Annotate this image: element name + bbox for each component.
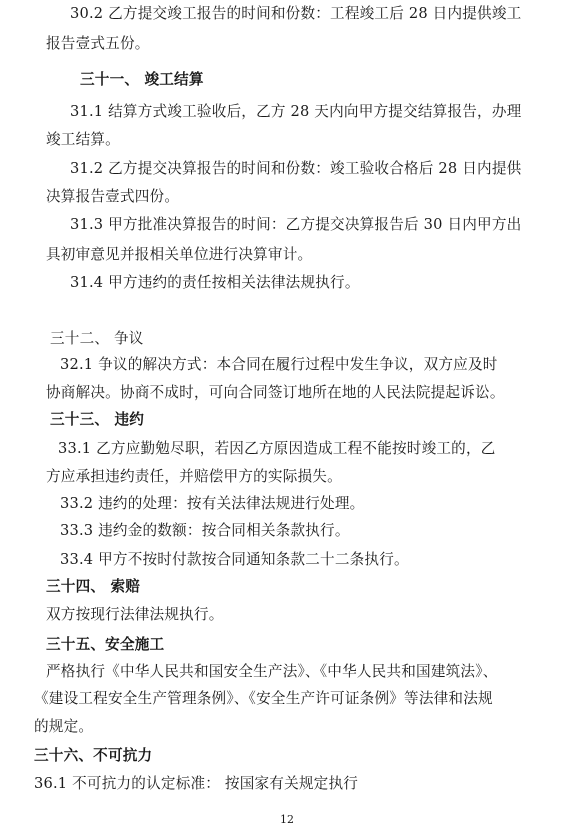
text-line-31-4: 31.4 甲方违约的责任按相关法律法规执行。 <box>70 274 360 291</box>
text-line-31-1: 31.1 结算方式竣工验收后，乙方 28 天内向甲方提交结算报告，办理 <box>70 103 522 120</box>
text-line-33-3: 33.3 违约金的数额：按合同相关条款执行。 <box>60 522 350 539</box>
text-line-30-2: 30.2 乙方提交竣工报告的时间和份数：工程竣工后 28 日内提供竣工 <box>70 5 522 22</box>
text-line-31-1-cont: 竣工结算。 <box>46 131 120 148</box>
text-line-30-2-cont: 报告壹式五份。 <box>46 35 150 52</box>
text-line-33-1: 33.1 乙方应勤勉尽职，若因乙方原因造成工程不能按时竣工的，乙 <box>58 440 496 457</box>
text-line-34: 双方按现行法律法规执行。 <box>46 606 224 623</box>
heading-32: 三十二、 争议 <box>50 330 144 347</box>
heading-33: 三十三、 违约 <box>50 411 145 428</box>
heading-34: 三十四、 索赔 <box>46 578 141 595</box>
text-line-33-4: 33.4 甲方不按时付款按合同通知条款二十二条执行。 <box>60 551 409 568</box>
text-line-32-1: 32.1 争议的解决方式：本合同在履行过程中发生争议，双方应及时 <box>60 356 498 373</box>
text-line-31-2: 31.2 乙方提交决算报告的时间和份数：竣工验收合格后 28 日内提供 <box>70 160 522 177</box>
heading-36: 三十六、不可抗力 <box>34 747 153 764</box>
text-line-36-1: 36.1 不可抗力的认定标准： 按国家有关规定执行 <box>34 775 359 792</box>
text-line-35: 严格执行《中华人民共和国安全生产法》、《中华人民共和国建筑法》、 <box>46 663 498 680</box>
heading-31: 三十一、 竣工结算 <box>80 71 204 88</box>
text-line-35-cont-2: 的规定。 <box>34 718 94 735</box>
text-line-35-cont: 《建设工程安全生产管理条例》、《安全生产许可证条例》等法律和法规 <box>34 690 493 707</box>
page-number: 12 <box>280 813 294 826</box>
text-line-31-3-cont: 具初审意见并报相关单位进行决算审计。 <box>46 246 313 263</box>
text-line-33-1-cont: 方应承担违约责任，并赔偿甲方的实际损失。 <box>46 468 342 485</box>
text-line-31-3: 31.3 甲方批准决算报告的时间：乙方提交决算报告后 30 日内甲方出 <box>70 216 522 233</box>
text-line-32-1-cont: 协商解决。协商不成时，可向合同签订地所在地的人民法院提起诉讼。 <box>46 384 505 401</box>
text-line-33-2: 33.2 违约的处理：按有关法律法规进行处理。 <box>60 495 365 512</box>
text-line-31-2-cont: 决算报告壹式四份。 <box>46 188 180 205</box>
heading-35: 三十五、安全施工 <box>46 636 165 653</box>
